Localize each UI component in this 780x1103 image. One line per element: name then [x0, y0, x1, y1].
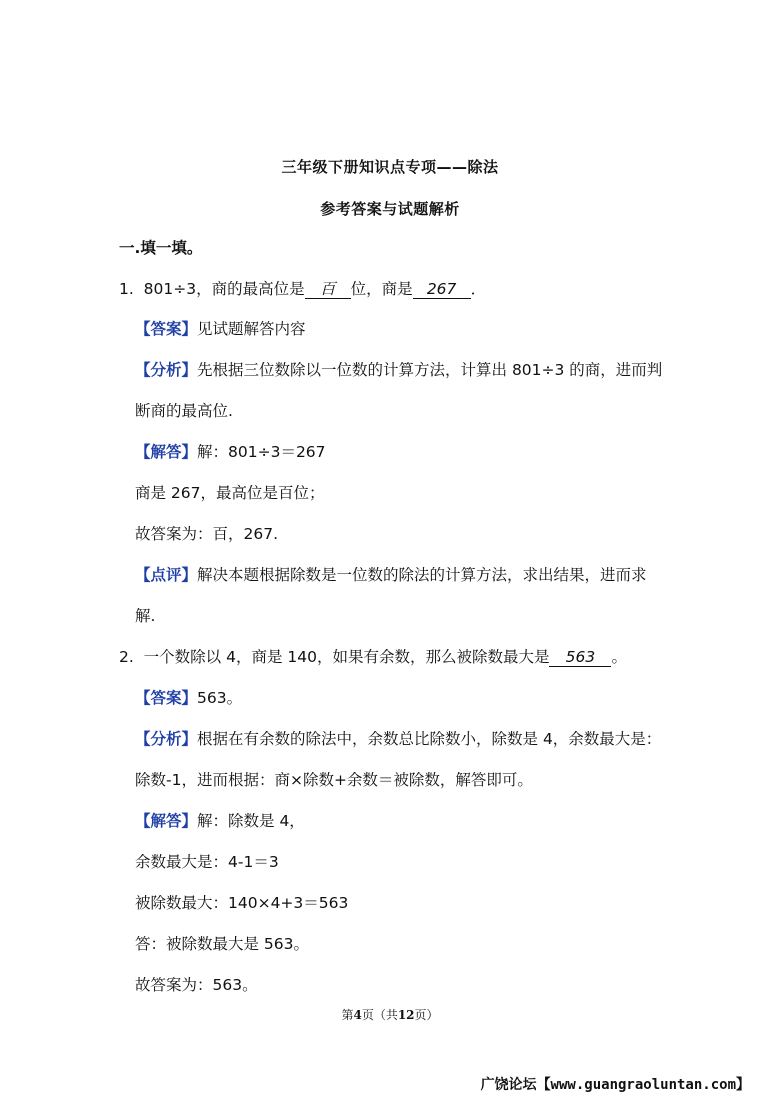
analysis-text: 先根据三位数除以一位数的计算方法，计算出 801÷3 的商，进而判: [197, 361, 663, 379]
question-1-blank-1: 百: [305, 280, 351, 299]
watermark-url: 【www.guangraoluntan.com】: [536, 1077, 750, 1093]
document-subtitle: 参考答案与试题解析: [320, 200, 460, 218]
question-1-comment-continued: 解.: [135, 607, 156, 625]
question-2-number: 2.: [119, 648, 134, 666]
question-1-solution: [135, 442, 326, 462]
footer-total-pages: 12: [397, 1008, 415, 1022]
question-1-text-part2: 位，商是: [350, 280, 413, 298]
question-2-step-4: 故答案为：563。: [135, 976, 258, 994]
question-1-step-2: 故答案为：百，267.: [135, 525, 279, 543]
question-2-text-part2: 。: [611, 648, 627, 666]
question-1-text-part1: 801÷3，商的最高位是: [143, 280, 305, 298]
question-2-step-3: 答：被除数最大是 563。: [135, 935, 310, 953]
footer-prefix: 第: [341, 1008, 354, 1022]
question-2: [119, 647, 627, 667]
question-2-step-1: 余数最大是：4-1＝3: [135, 853, 279, 871]
question-2-analysis: [135, 729, 661, 749]
footer-middle: 页（共: [361, 1008, 398, 1022]
question-1-step-1: 商是 267，最高位是百位；: [135, 484, 325, 502]
question-2-answer: [135, 688, 242, 708]
question-1-answer: [135, 319, 306, 339]
solution-text: 解：801÷3＝267: [197, 443, 326, 461]
solution-tag: 【解答】: [135, 443, 198, 461]
document-title: 三年级下册知识点专项——除法: [281, 158, 499, 176]
comment-text: 解决本题根据除数是一位数的除法的计算方法，求出结果，进而求: [197, 566, 647, 584]
solution-tag: 【解答】: [135, 812, 198, 830]
question-1-number: 1.: [119, 280, 134, 298]
analysis-tag: 【分析】: [135, 730, 198, 748]
site-watermark: [481, 1074, 750, 1094]
answer-tag: 【答案】: [135, 689, 198, 707]
question-2-solution: [135, 811, 305, 831]
analysis-tag: 【分析】: [135, 361, 198, 379]
comment-tag: 【点评】: [135, 566, 198, 584]
question-1-comment: [135, 565, 647, 585]
answer-tag: 【答案】: [135, 320, 198, 338]
question-2-blank-1: 563: [549, 648, 611, 667]
watermark-site-name: 广饶论坛: [480, 1077, 537, 1093]
question-2-analysis-continued: 除数-1，进而根据：商×除数+余数＝被除数，解答即可。: [135, 771, 533, 789]
answer-text: 563。: [197, 689, 243, 707]
section-heading: 一.填一填。: [119, 239, 203, 257]
question-1: [119, 279, 486, 299]
question-1-analysis-continued: 断商的最高位.: [135, 402, 233, 420]
footer-page-number: 4: [353, 1008, 362, 1022]
solution-text: 解：除数是 4，: [197, 812, 305, 830]
question-1-analysis: [135, 360, 662, 380]
question-2-step-2: 被除数最大：140×4+3＝563: [135, 894, 349, 912]
question-1-blank-2: 267: [413, 280, 471, 299]
question-2-text-part1: 一个数除以 4，商是 140，如果有余数，那么被除数最大是: [143, 648, 550, 666]
footer-suffix: 页）: [414, 1008, 439, 1022]
answer-text: 见试题解答内容: [197, 320, 306, 338]
page-footer: [0, 1006, 780, 1023]
analysis-text: 根据在有余数的除法中，余数总比除数小，除数是 4，余数最大是：: [197, 730, 662, 748]
question-1-text-part3: ．: [470, 280, 487, 298]
